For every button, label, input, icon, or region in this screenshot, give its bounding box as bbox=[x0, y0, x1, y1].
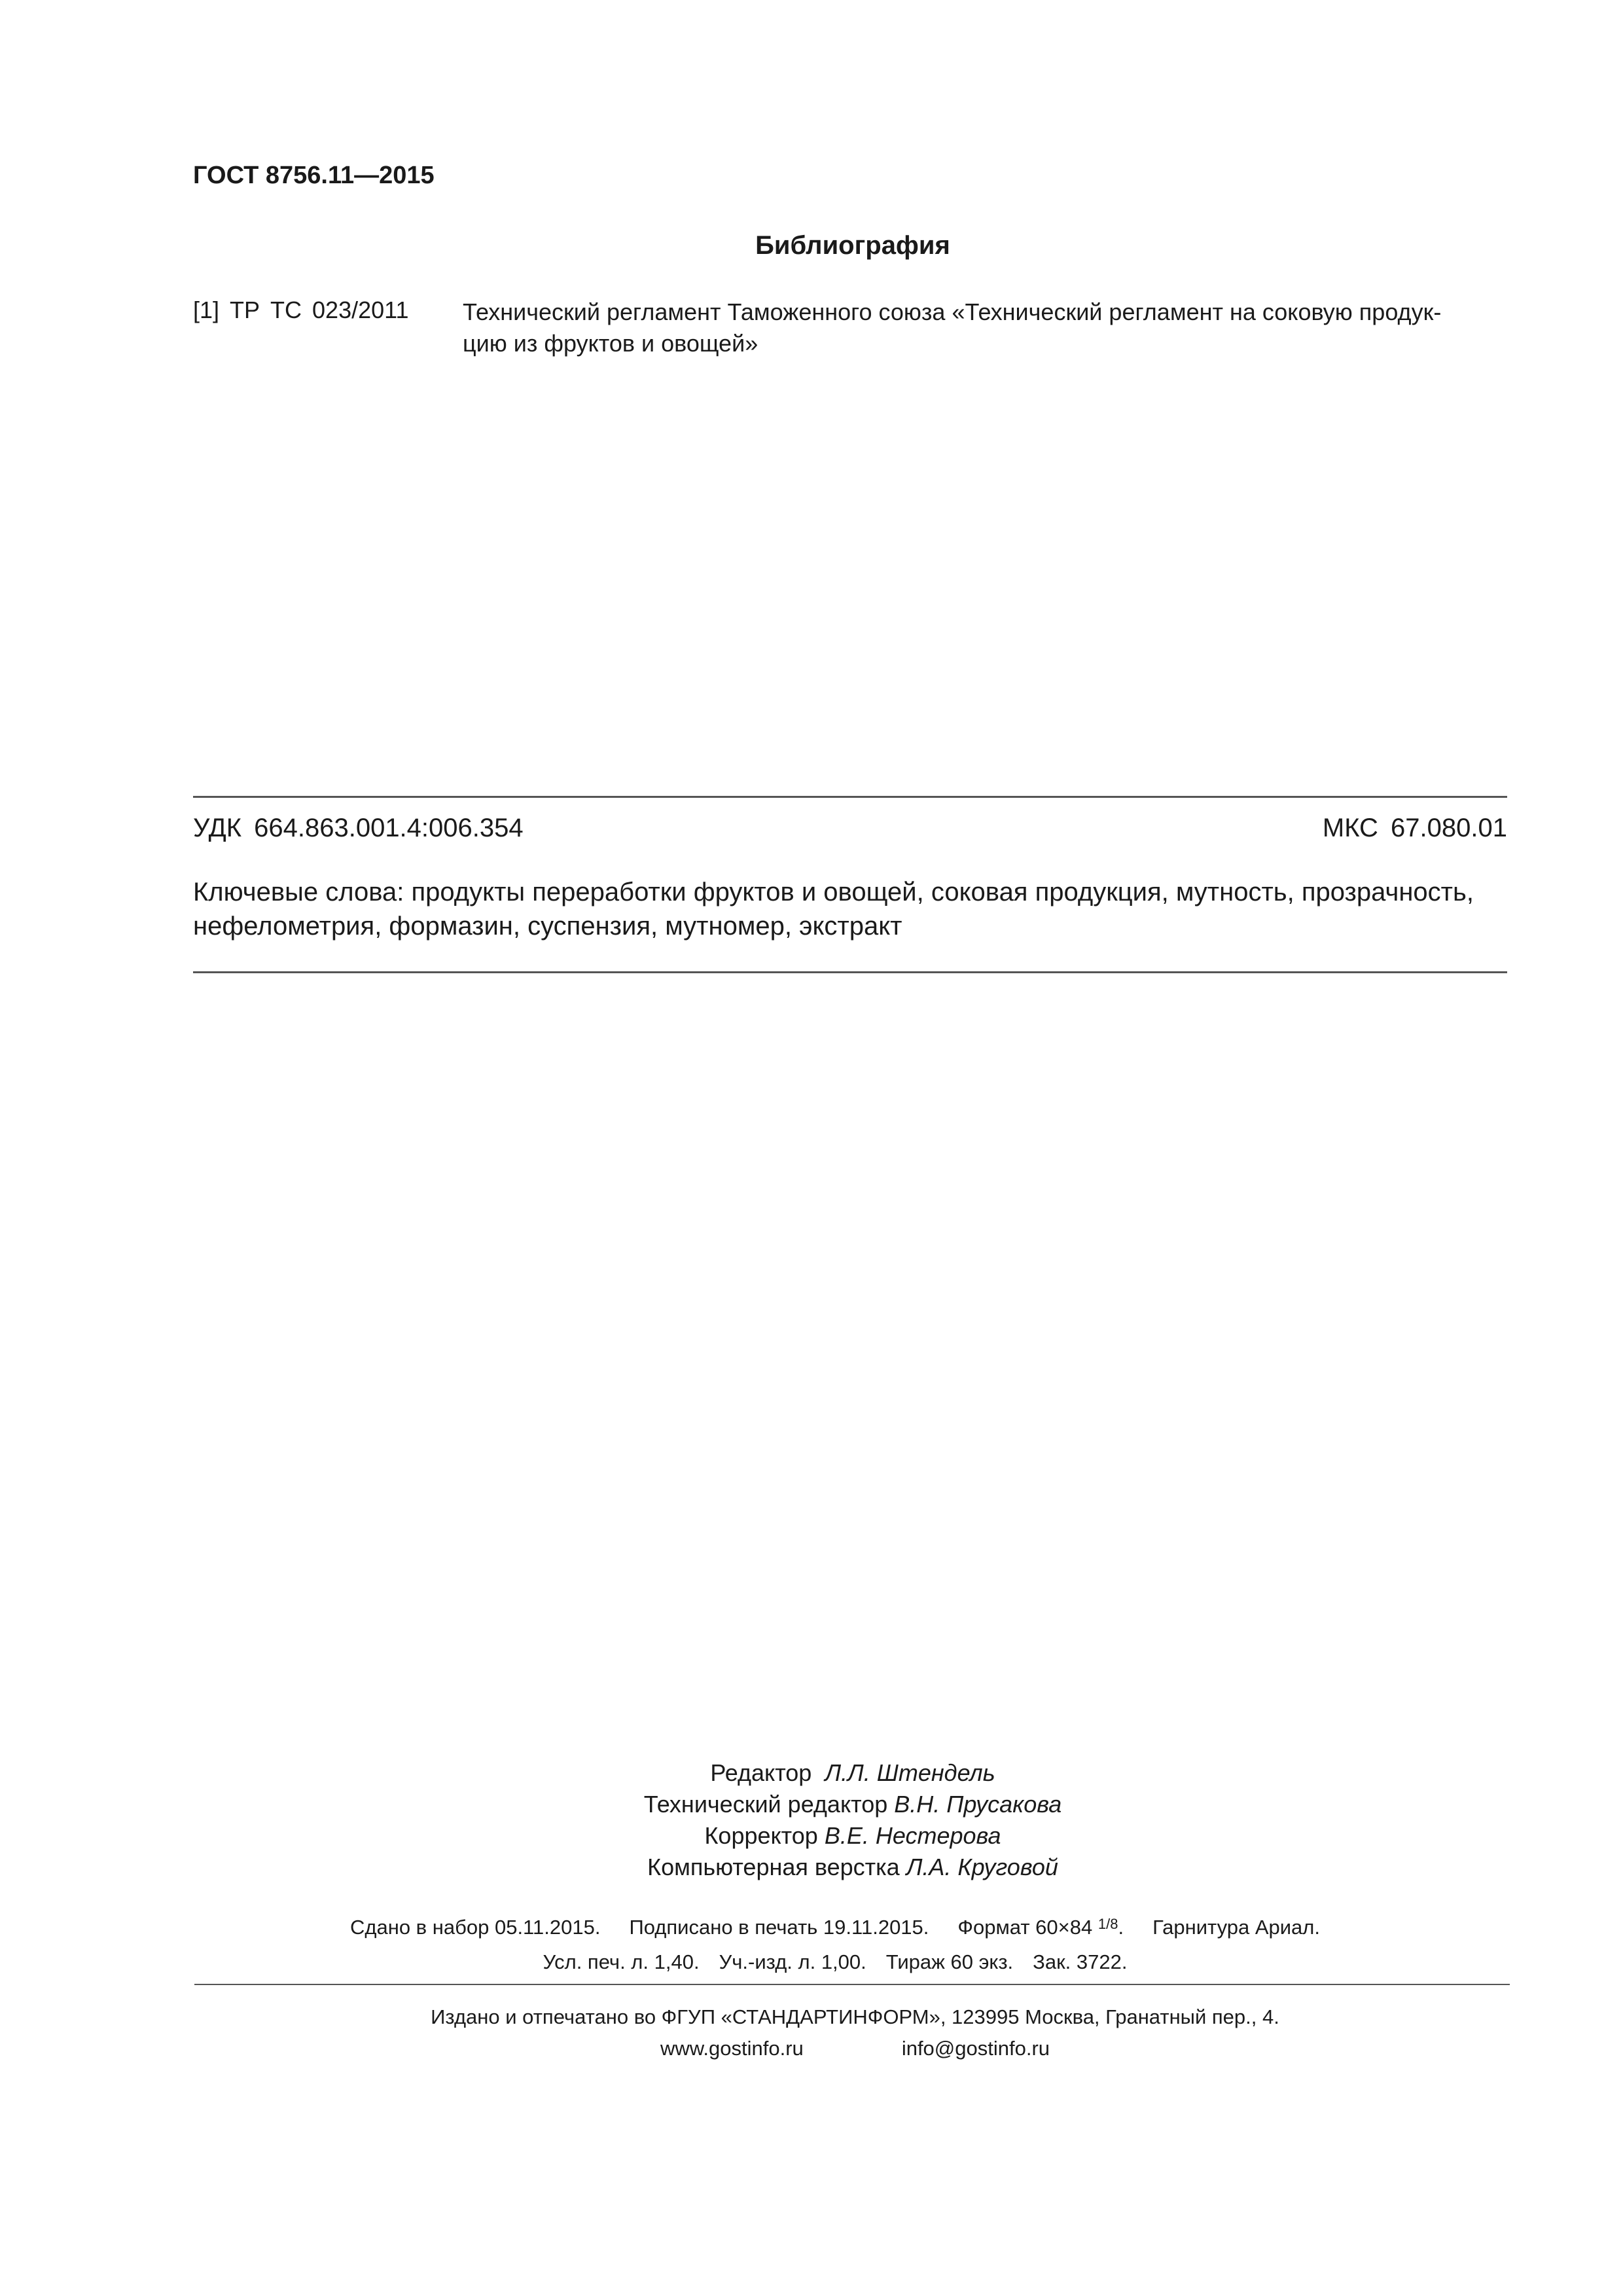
credit-role: Компьютерная верстка bbox=[647, 1854, 900, 1880]
standard-code: ГОСТ 8756.11—2015 bbox=[193, 162, 435, 189]
paper-format: Формат 60×84 $^{1/8}$. bbox=[957, 1916, 1124, 1939]
credit-role: Редактор bbox=[710, 1759, 812, 1786]
divider bbox=[193, 971, 1507, 973]
udk-code: УДК 664.863.001.4:006.354 bbox=[193, 814, 524, 842]
imprint-line bbox=[0, 1946, 1623, 1979]
publisher-address: Издано и отпечатано во ФГУП «СТАНДАРТИНФОРМ», 123995 Москва, Гранатный пер., 4. bbox=[431, 2005, 1279, 2028]
keywords-line: нефелометрия, формазин, суспензия, мутномер, экстракт bbox=[193, 912, 902, 941]
website-link[interactable]: www.gostinfo.ru bbox=[660, 2037, 804, 2060]
keywords-line: Ключевые слова: продукты переработки фруктов и овощей, соковая продукция, мутность, прозрачность, bbox=[193, 878, 1474, 906]
bibliography-entry-line: Технический регламент Таможенного союза «Технический регламент на соковую продук- bbox=[463, 298, 1442, 325]
divider bbox=[194, 1984, 1510, 1985]
credit-name: Л.Л. Штендель bbox=[825, 1759, 995, 1786]
order-number: Зак. 3722. bbox=[1033, 1950, 1128, 1973]
bibliography-entry-line: цию из фруктов и овощей» bbox=[463, 330, 758, 357]
circulation: Тираж 60 экз. bbox=[885, 1950, 1014, 1973]
imprint-line bbox=[0, 1911, 1623, 1946]
mks-code: МКС 67.080.01 bbox=[1322, 814, 1507, 842]
credits-block bbox=[0, 1757, 1623, 1883]
bibliography-title: Библиография bbox=[755, 231, 950, 260]
credit-name: В.Е. Нестерова bbox=[824, 1822, 1001, 1849]
credit-name: Л.А. Круговой bbox=[906, 1854, 1058, 1880]
credit-line bbox=[0, 1757, 1623, 1789]
print-sheets: Усл. печ. л. 1,40. bbox=[543, 1950, 700, 1973]
publisher-sheets: Уч.-изд. л. 1,00. bbox=[719, 1950, 866, 1973]
publisher-links bbox=[0, 2033, 1623, 2064]
signed-date: Подписано в печать 19.11.2015. bbox=[629, 1916, 929, 1939]
imprint-block bbox=[0, 1911, 1623, 1979]
credit-line bbox=[0, 1852, 1623, 1883]
format-fraction: 1/8 bbox=[1097, 1916, 1118, 1932]
credit-line bbox=[0, 1820, 1623, 1852]
bibliography-entry-text bbox=[463, 296, 1441, 359]
keywords bbox=[193, 875, 1474, 943]
credit-name: В.Н. Прусакова bbox=[894, 1791, 1062, 1818]
credit-line bbox=[0, 1789, 1623, 1820]
divider bbox=[193, 796, 1507, 798]
credit-role: Корректор bbox=[704, 1822, 818, 1849]
publisher-block bbox=[0, 2001, 1623, 2064]
email-link[interactable]: info@gostinfo.ru bbox=[901, 2037, 1050, 2060]
typeface: Гарнитура Ариал. bbox=[1152, 1916, 1320, 1939]
bibliography-entry-ref: [1] ТР ТС 023/2011 bbox=[193, 296, 409, 323]
credit-role: Технический редактор bbox=[643, 1791, 888, 1818]
submitted-date: Сдано в набор 05.11.2015. bbox=[349, 1916, 601, 1939]
